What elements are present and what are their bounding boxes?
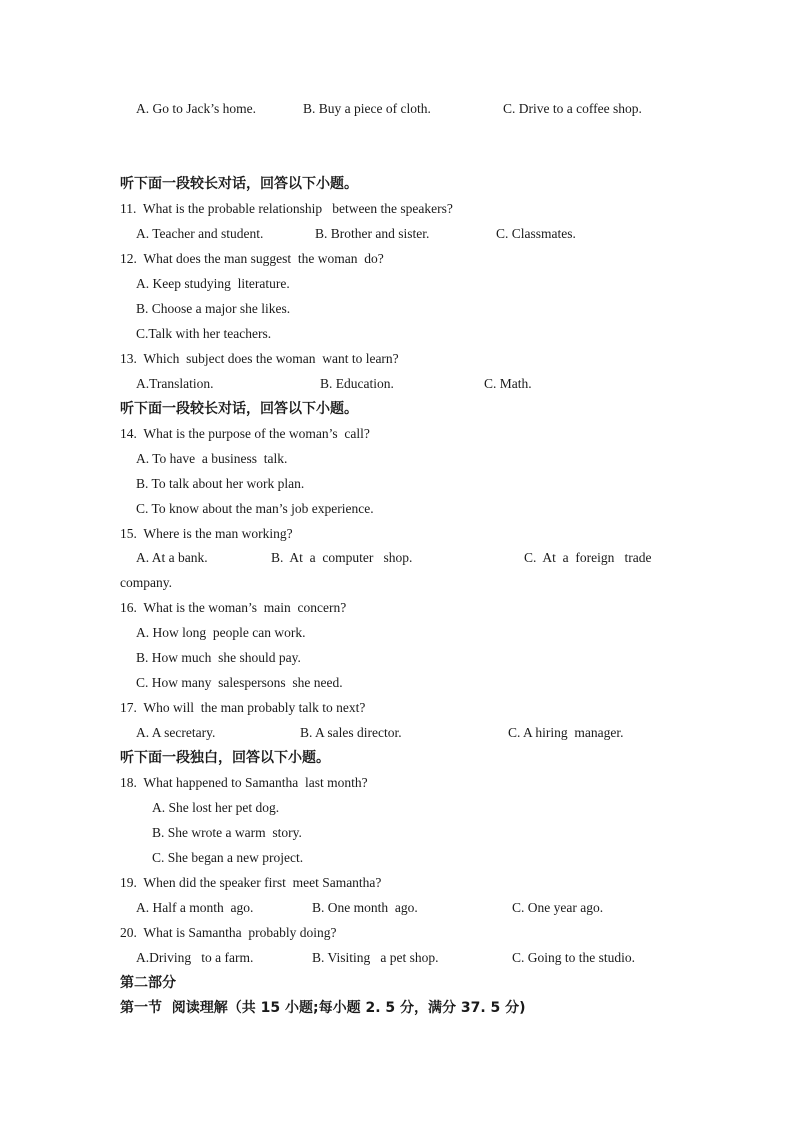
q18-option-a: A. She lost her pet dog. xyxy=(152,800,280,815)
q19-option-a: A. Half a month ago. xyxy=(136,900,254,915)
q14-option-a: A. To have a business talk. xyxy=(136,451,288,466)
q15-stem: 15. Where is the man working? xyxy=(120,526,293,541)
q15-option-c: C. At a foreign trade xyxy=(524,550,652,565)
q14-option-c: C. To know about the man’s job experience. xyxy=(136,501,374,516)
q15-option-a: A. At a bank. xyxy=(136,550,208,565)
q17-option-a: A. A secretary. xyxy=(136,725,216,740)
section-heading-monologue: 听下面一段独白，回答以下小题。 xyxy=(120,750,330,766)
q16-option-b: B. How much she should pay. xyxy=(136,650,301,665)
q20-stem: 20. What is Samantha probably doing? xyxy=(120,925,337,940)
q10-option-b: B. Buy a piece of cloth. xyxy=(303,101,431,116)
q17-option-b: B. A sales director. xyxy=(300,725,402,740)
q13-option-b: B. Education. xyxy=(320,376,394,391)
q11-option-c: C. Classmates. xyxy=(496,226,576,241)
q16-stem: 16. What is the woman’s main concern? xyxy=(120,600,347,615)
q19-stem: 19. When did the speaker first meet Samantha? xyxy=(120,875,382,890)
q12-option-a: A. Keep studying literature. xyxy=(136,276,290,291)
section-heading-long-dialogue-2: 听下面一段较长对话，回答以下小题。 xyxy=(120,401,358,417)
q11-option-b: B. Brother and sister. xyxy=(315,226,430,241)
q16-option-c: C. How many salespersons she need. xyxy=(136,675,343,690)
q13-option-c: C. Math. xyxy=(484,376,532,391)
q20-option-c: C. Going to the studio. xyxy=(512,950,636,965)
q12-option-b: B. Choose a major she likes. xyxy=(136,301,291,316)
q15-option-b: B. At a computer shop. xyxy=(271,550,413,565)
q16-option-a: A. How long people can work. xyxy=(136,625,306,640)
q17-option-c: C. A hiring manager. xyxy=(508,725,624,740)
q12-stem: 12. What does the man suggest the woman do? xyxy=(120,251,384,266)
q15-option-c-continued: company. xyxy=(120,575,172,590)
q14-option-b: B. To talk about her work plan. xyxy=(136,476,305,491)
q11-option-a: A. Teacher and student. xyxy=(136,226,264,241)
q14-stem: 14. What is the purpose of the woman’s call? xyxy=(120,426,370,441)
q13-stem: 13. Which subject does the woman want to learn? xyxy=(120,351,399,366)
q10-option-a: A. Go to Jack’s home. xyxy=(136,101,256,116)
q13-option-a: A.Translation. xyxy=(136,376,214,391)
q19-option-b: B. One month ago. xyxy=(312,900,418,915)
q18-option-c: C. She began a new project. xyxy=(152,850,304,865)
q18-option-b: B. She wrote a warm story. xyxy=(152,825,302,840)
q11-stem: 11. What is the probable relationship between the speakers? xyxy=(120,201,453,216)
q20-option-a: A.Driving to a farm. xyxy=(136,950,254,965)
q18-stem: 18. What happened to Samantha last month? xyxy=(120,775,368,790)
q17-stem: 17. Who will the man probably talk to next? xyxy=(120,700,366,715)
q20-option-b: B. Visiting a pet shop. xyxy=(312,950,439,965)
q19-option-c: C. One year ago. xyxy=(512,900,604,915)
section-heading-long-dialogue-1: 听下面一段较长对话，回答以下小题。 xyxy=(120,176,358,192)
q12-option-c: C.Talk with her teachers. xyxy=(136,326,272,341)
section1-title: 第一节 阅读理解（共 15 小题;每小题 2. 5 分，满分 37. 5 分) xyxy=(120,1000,526,1016)
q10-option-c: C. Drive to a coffee shop. xyxy=(503,101,642,116)
part2-title: 第二部分 xyxy=(120,975,176,991)
